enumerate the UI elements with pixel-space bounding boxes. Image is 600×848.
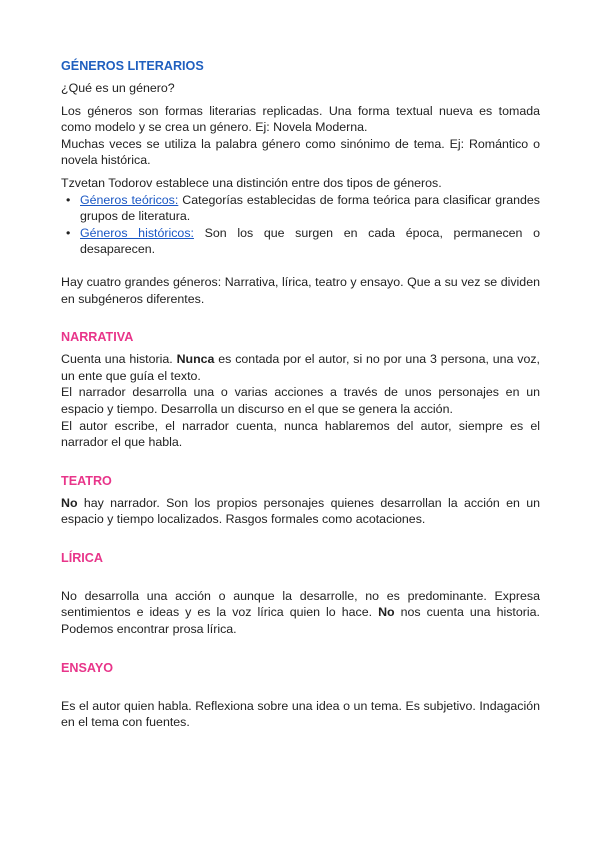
heading-narrativa: NARRATIVA bbox=[61, 330, 134, 345]
heading-ensayo: ENSAYO bbox=[61, 660, 114, 675]
link-generos-teoricos[interactable]: Géneros teóricos: bbox=[80, 192, 179, 207]
narrativa-paragraph-2: El narrador desarrolla una o varias acciones a través de unos personajes en un espacio y tiempo. Desarrolla un discurso en el que se genera la acción. bbox=[61, 385, 540, 416]
heading-teatro: TEATRO bbox=[61, 473, 112, 488]
bold-no: No bbox=[378, 605, 395, 620]
list-item-text: Categorías establecidas de forma teórica para clasificar grandes grupos de literatura. bbox=[80, 192, 540, 224]
genre-types-list bbox=[61, 192, 540, 258]
question-line: ¿Qué es un género? bbox=[61, 81, 175, 95]
intro-paragraph-3: Tzvetan Todorov establece una distinción entre dos tipos de géneros. bbox=[61, 175, 442, 190]
intro-paragraph-2: Muchas veces se utiliza la palabra género como sinónimo de tema. Ej: Romántico o novela histórica. bbox=[61, 136, 540, 168]
list-item bbox=[61, 192, 540, 225]
teatro-paragraph: No hay narrador. Son los propios personajes quienes desarrollan la acción en un espacio y tiempo localizados. Rasgos formales como acotaciones. bbox=[61, 495, 540, 527]
lirica-paragraph: No desarrolla una acción o aunque la desarrolle, no es predominante. Expresa sentimientos e ideas y es la voz lírica quien lo hace. No nos cuenta una historia. Podemos encontrar prosa lírica. bbox=[61, 588, 540, 637]
link-generos-historicos[interactable]: Géneros históricos: bbox=[80, 225, 194, 240]
document-body bbox=[61, 58, 540, 731]
page-title: GÉNEROS LITERARIOS bbox=[61, 59, 204, 73]
bold-nunca: Nunca bbox=[176, 352, 215, 367]
ensayo-paragraph: Es el autor quien habla. Reflexiona sobre una idea o un tema. Es subjetivo. Indagación en el tema con fuentes. bbox=[61, 698, 540, 730]
list-item bbox=[61, 225, 540, 258]
heading-lirica: LÍRICA bbox=[61, 550, 103, 565]
narrativa-paragraph-1: Cuenta una historia. Nunca es contada por el autor, si no por una 3 persona, una voz, un ente que guía el texto. bbox=[61, 352, 540, 383]
list-item-text: Son los que surgen en cada época, permanecen o desaparecen. bbox=[80, 225, 540, 257]
narrativa-paragraph-3: El autor escribe, el narrador cuenta, nunca hablaremos del autor, siempre es el narrador el que habla. bbox=[61, 418, 540, 450]
summary-paragraph: Hay cuatro grandes géneros: Narrativa, lírica, teatro y ensayo. Que a su vez se dividen en subgéneros diferentes. bbox=[61, 274, 540, 306]
intro-paragraph-1: Los géneros son formas literarias replicadas. Una forma textual nueva es tomada como modelo y se crea un género. Ej: Novela Moderna. bbox=[61, 103, 540, 135]
bold-no: No bbox=[61, 495, 78, 510]
